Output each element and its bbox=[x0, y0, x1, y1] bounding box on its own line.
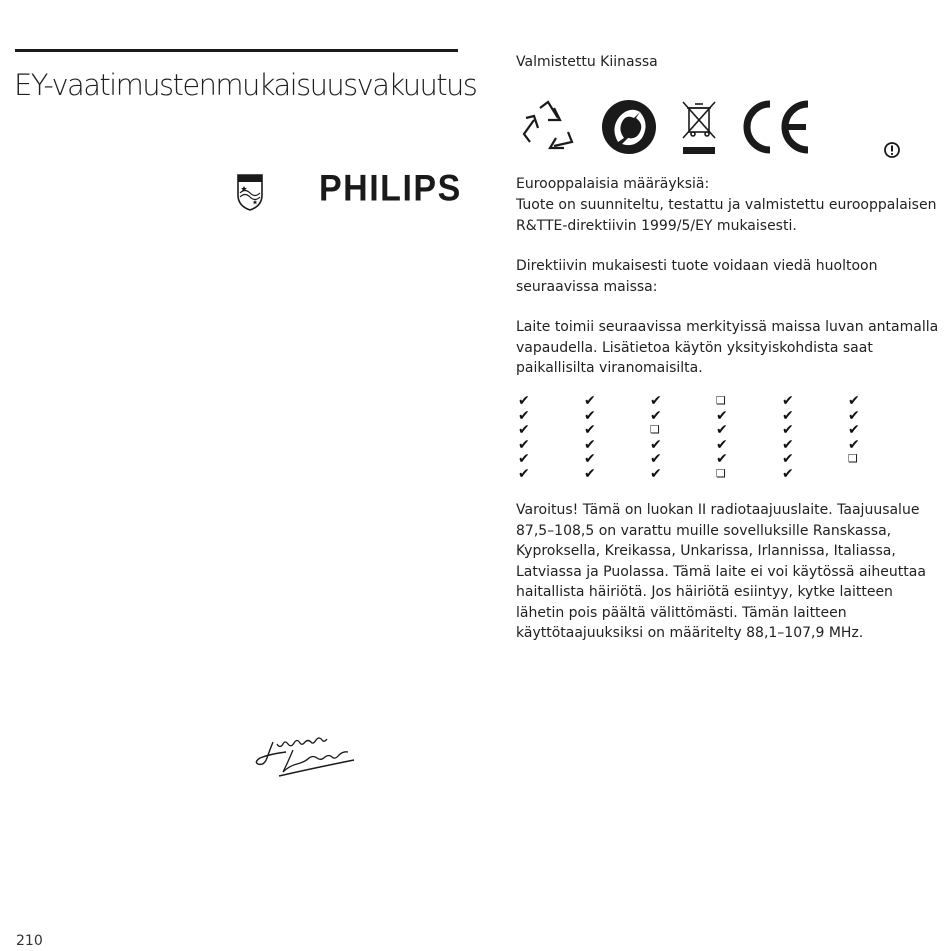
check-mark: ✔ bbox=[650, 436, 662, 453]
mark-column bbox=[848, 394, 862, 467]
check-mark: ✔ bbox=[782, 465, 794, 482]
check-mark: ✔ bbox=[782, 407, 794, 424]
check-mark: ✔ bbox=[518, 422, 530, 438]
check-mark: ✔ bbox=[518, 451, 530, 467]
check-mark: ✔ bbox=[650, 393, 662, 409]
check-mark: ✔ bbox=[518, 407, 530, 424]
check-mark: ✔ bbox=[584, 393, 596, 409]
check-mark: ✔ bbox=[650, 407, 662, 424]
rtte-directive-text: Tuote on suunniteltu, testattu ja valmistettu eurooppalaisen R&TTE-direktiivin 1999/5/EY mukaisesti. bbox=[516, 197, 937, 234]
made-in-label: Valmistettu Kiinassa bbox=[516, 54, 658, 70]
mark-column bbox=[782, 394, 796, 481]
class-2-alert-icon bbox=[883, 141, 901, 163]
check-mark: ✔ bbox=[782, 393, 794, 409]
check-mark: ✔ bbox=[848, 436, 860, 453]
warning-text: Varoitus! Tämä on luokan II radiotaajuuslaite. Taajuusalue 87,5–108,5 on varattu muille sovelluksille Ranskassa, Kyproksella, Kreikassa, Unkarissa, Irlannissa, Italiassa, Latviassa ja Puolassa. Tämä laite ei voi käytössä aiheuttaa haitallista häiriötä. Jos häiriötä esiintyy, kytke laitteen lähetin pois päältä välittömästi. Tämän laitteen käyttötaajuuksiksi on määritelty 88,1–107,9 MHz. bbox=[516, 502, 926, 641]
check-mark: ✔ bbox=[782, 422, 794, 438]
heading-rule bbox=[15, 49, 458, 52]
green-dot-icon bbox=[600, 98, 658, 160]
mark-column bbox=[650, 394, 664, 481]
page-title: EY-vaatimustenmukaisuusvakuutus bbox=[14, 68, 477, 102]
check-mark: ✔ bbox=[518, 465, 530, 482]
check-mark: ✔ bbox=[848, 393, 860, 409]
page-number: 210 bbox=[16, 933, 43, 949]
weee-bin-icon bbox=[679, 98, 719, 162]
ce-mark-icon bbox=[738, 98, 814, 160]
philips-wordmark: PHILIPS bbox=[319, 168, 462, 210]
check-mark: ✔ bbox=[584, 465, 596, 482]
check-mark: ✔ bbox=[782, 451, 794, 467]
check-mark: ✔ bbox=[782, 436, 794, 453]
check-mark: ✔ bbox=[584, 407, 596, 424]
check-mark: ✔ bbox=[518, 393, 530, 409]
empty-box-mark: ❑ bbox=[650, 423, 660, 436]
philips-shield-logo bbox=[236, 173, 264, 215]
check-mark: ✔ bbox=[848, 407, 860, 424]
mark-column bbox=[584, 394, 598, 481]
check-mark: ✔ bbox=[716, 407, 728, 424]
check-mark: ✔ bbox=[716, 451, 728, 467]
check-mark: ✔ bbox=[716, 422, 728, 438]
check-mark: ✔ bbox=[650, 465, 662, 482]
check-mark: ✔ bbox=[518, 436, 530, 453]
signature bbox=[255, 730, 360, 784]
check-mark: ✔ bbox=[584, 436, 596, 453]
eu-regulations-heading: Eurooppalaisia määräyksiä: bbox=[516, 176, 710, 192]
empty-box-mark: ❑ bbox=[716, 394, 726, 407]
check-mark: ✔ bbox=[584, 422, 596, 438]
check-mark: ✔ bbox=[650, 451, 662, 467]
check-mark: ✔ bbox=[716, 436, 728, 453]
empty-box-mark: ❑ bbox=[716, 466, 726, 480]
mark-column bbox=[518, 394, 532, 481]
service-countries-text: Direktiivin mukaisesti tuote voidaan viedä huoltoon seuraavissa maissa: bbox=[516, 258, 878, 295]
mark-column bbox=[716, 394, 730, 481]
check-mark: ✔ bbox=[584, 451, 596, 467]
recycle-icon bbox=[518, 98, 578, 162]
check-mark: ✔ bbox=[848, 422, 860, 438]
empty-box-mark: ❑ bbox=[848, 452, 858, 465]
authorised-countries-text: Laite toimii seuraavissa merkityissä maissa luvan antamalla vapaudella. Lisätietoa käytön yksityiskohdista saat paikallisilta viranomaisilta. bbox=[516, 319, 939, 376]
